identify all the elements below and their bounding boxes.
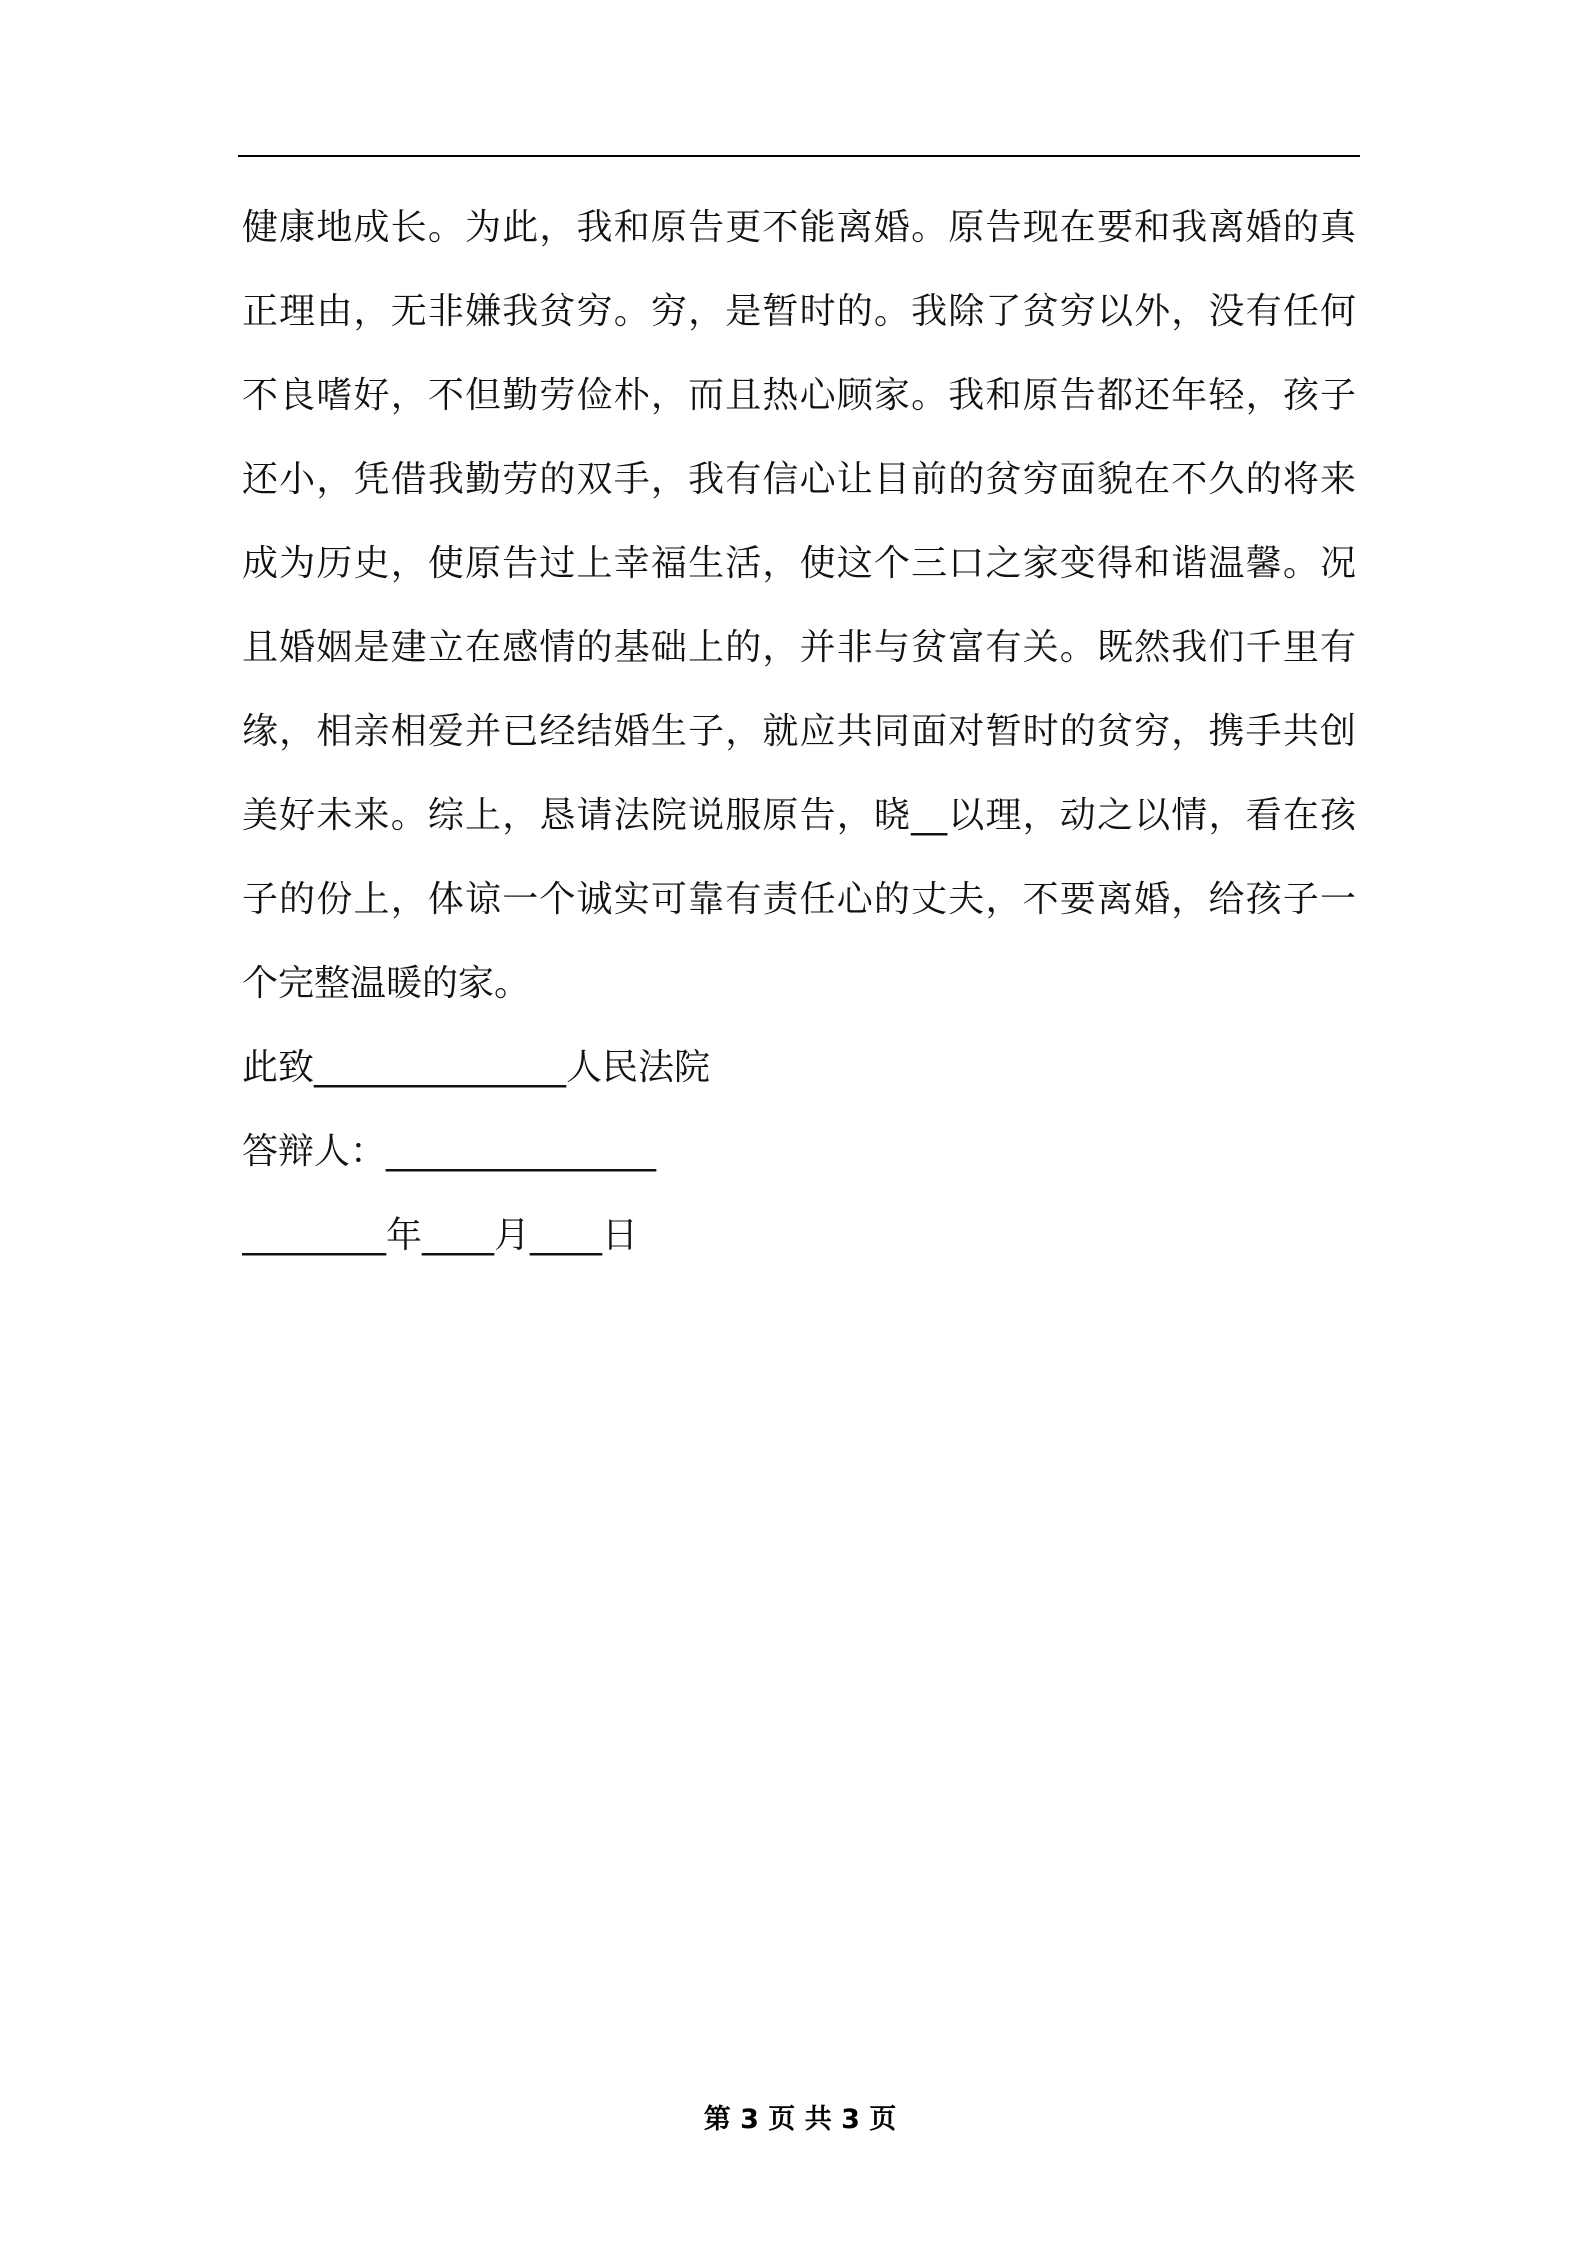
body-line: 不良嗜好，不但勤劳俭朴，而且热心顾家。我和原告都还年轻，孩子 bbox=[242, 375, 1356, 416]
body-line: 美好未来。综上，恳请法院说服原告，晓__以理，动之以情，看在孩 bbox=[242, 795, 1356, 836]
document-body bbox=[242, 186, 1356, 1278]
body-line: 健康地成长。为此，我和原告更不能离婚。原告现在要和我离婚的真 bbox=[242, 207, 1356, 248]
body-line: 还小，凭借我勤劳的双手，我有信心让目前的贫穷面貌在不久的将来 bbox=[242, 459, 1356, 500]
date-line: ________年____月____日 bbox=[242, 1215, 639, 1256]
body-line-last: 个完整温暖的家。 bbox=[242, 963, 531, 1004]
body-line: 正理由，无非嫌我贫穷。穷，是暂时的。我除了贫穷以外，没有任何 bbox=[242, 291, 1356, 332]
body-line: 成为历史，使原告过上幸福生活，使这个三口之家变得和谐温馨。况 bbox=[242, 543, 1356, 584]
body-line: 缘，相亲相爱并已经结婚生子，就应共同面对暂时的贫穷，携手共创 bbox=[242, 711, 1356, 752]
body-line: 子的份上，体谅一个诚实可靠有责任心的丈夫，不要离婚，给孩子一 bbox=[242, 879, 1356, 920]
respondent-signature-line: 答辩人：_______________ bbox=[242, 1131, 657, 1172]
closing-salutation: 此致______________人民法院 bbox=[242, 1047, 711, 1088]
page-number: 第 3 页 共 3 页 bbox=[703, 2104, 897, 2135]
header-rule bbox=[238, 155, 1360, 157]
body-line: 且婚姻是建立在感情的基础上的，并非与贫富有关。既然我们千里有 bbox=[242, 627, 1356, 668]
